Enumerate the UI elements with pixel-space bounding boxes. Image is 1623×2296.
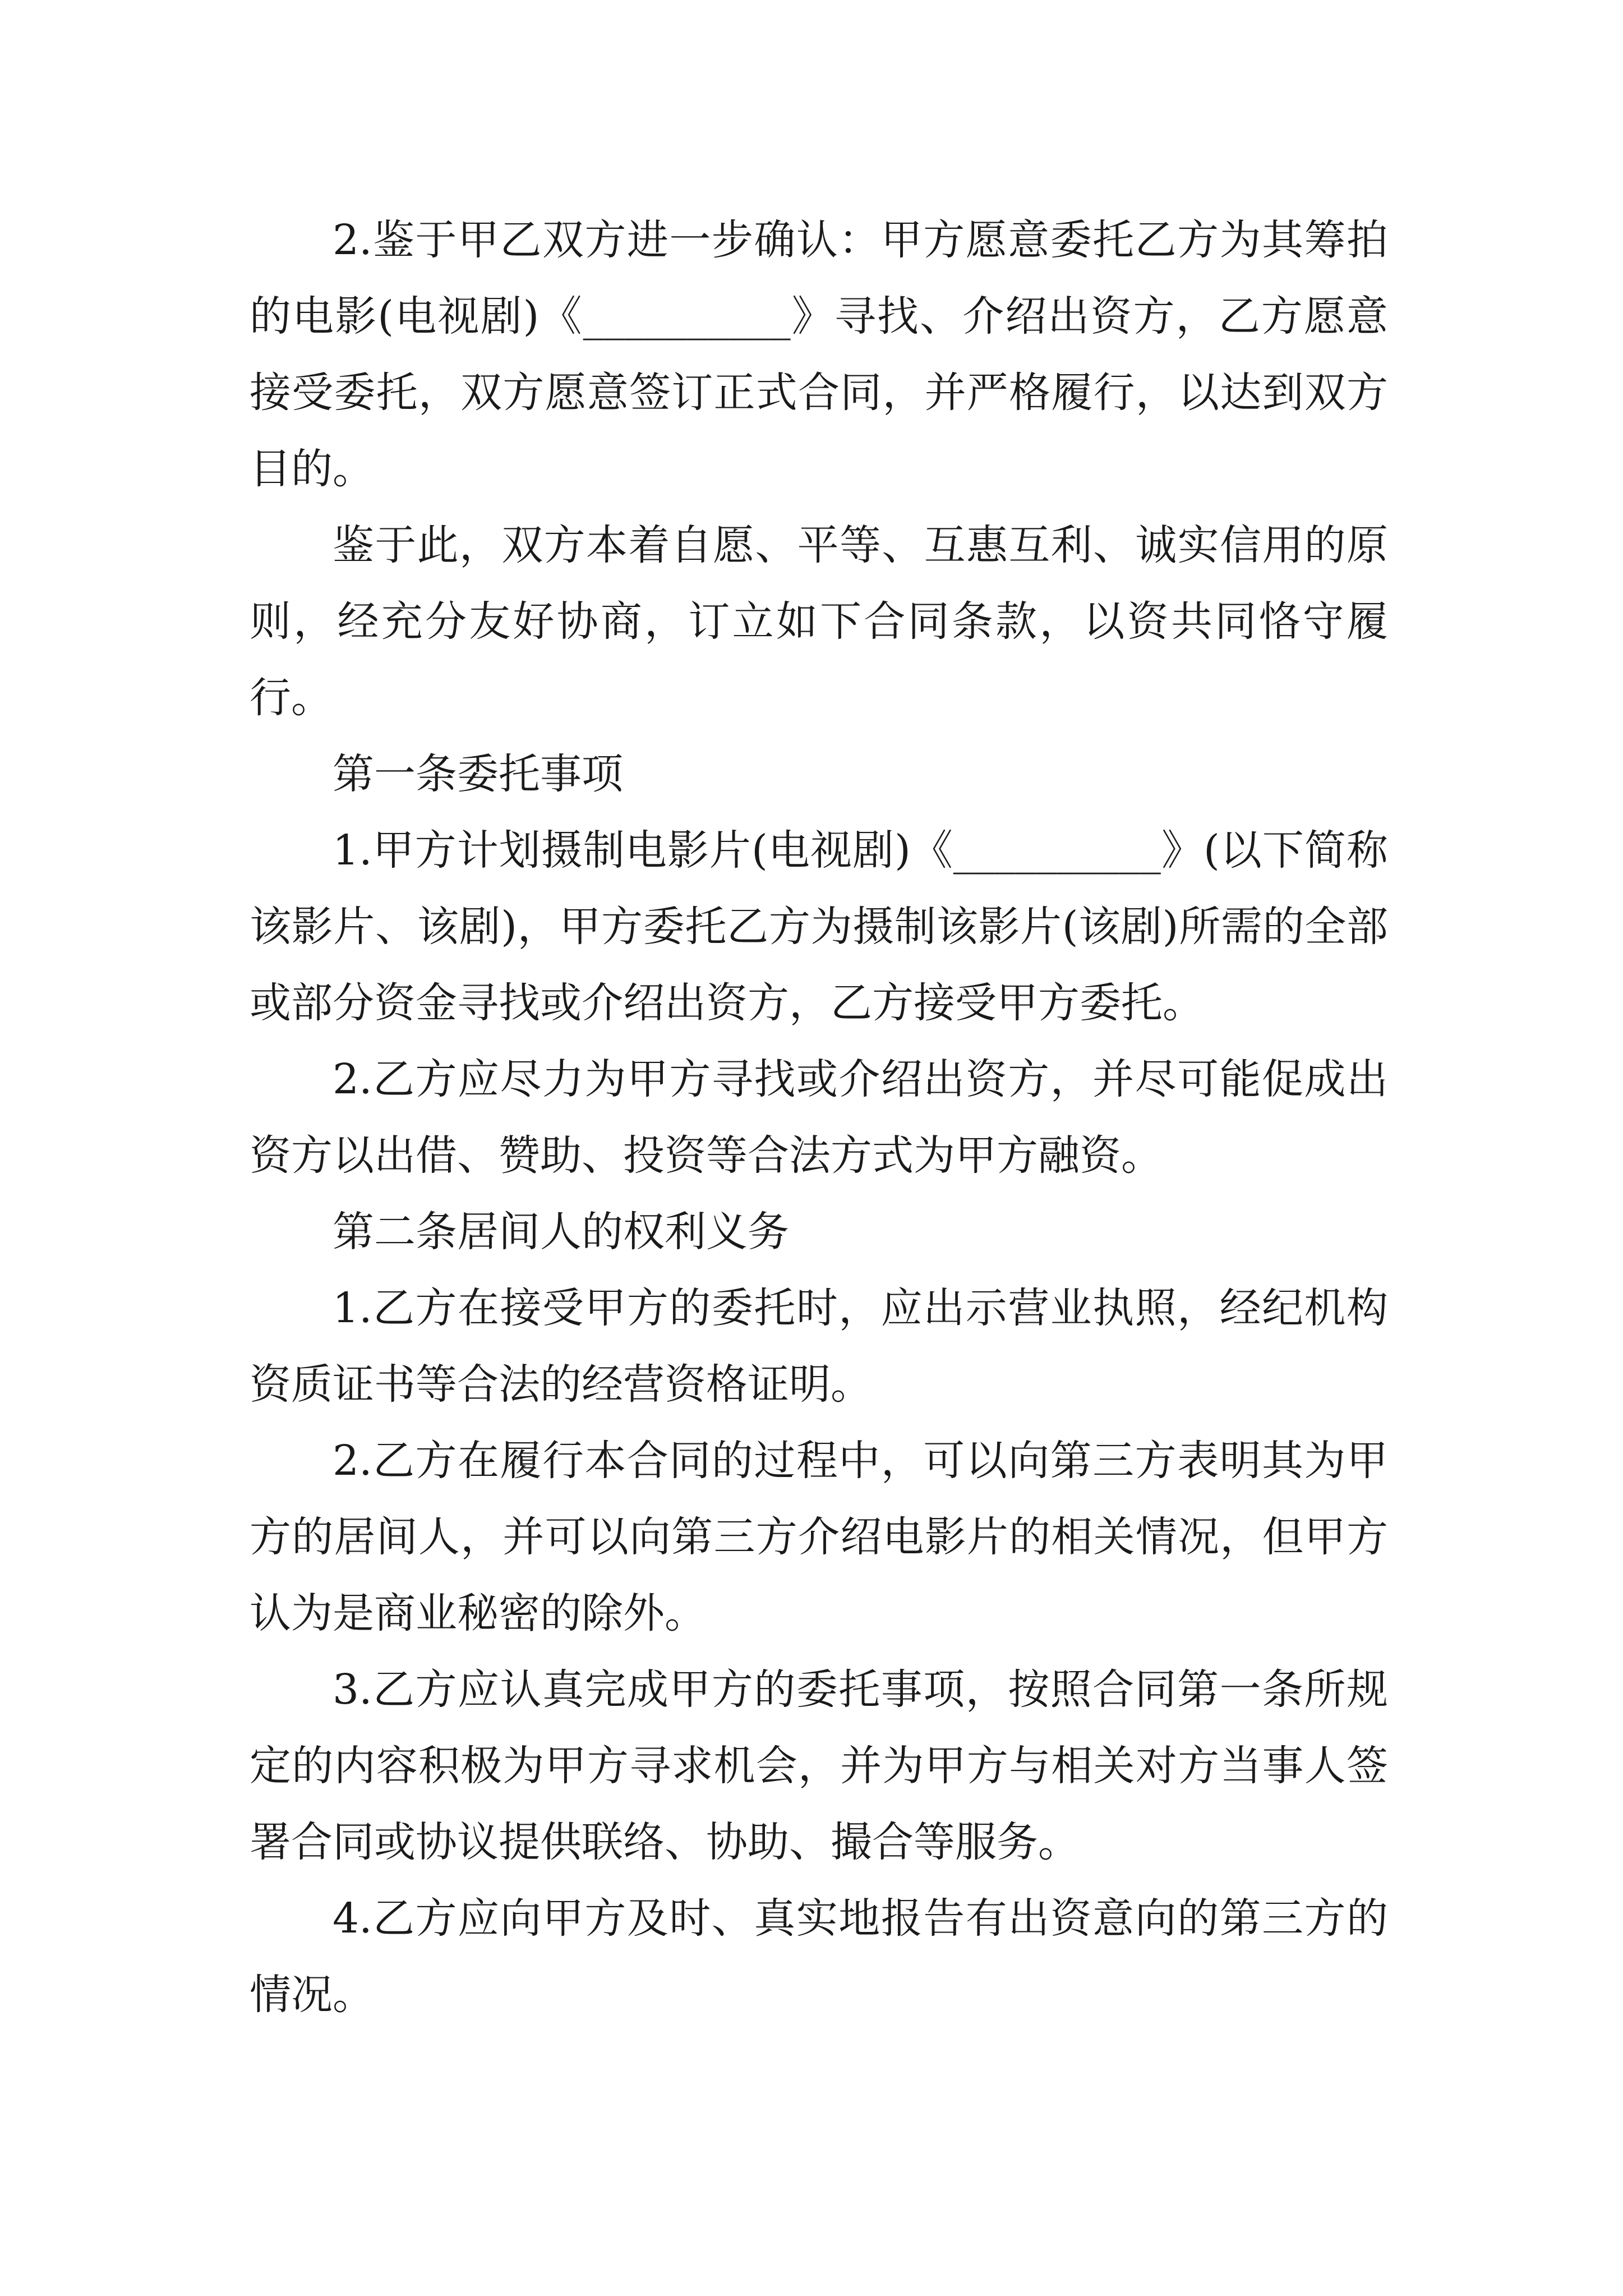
paragraph-confirmation: 2.鉴于甲乙双方进一步确认：甲方愿意委托乙方为其筹拍的电影(电视剧)《__________》寻找、介绍出资方，乙方愿意接受委托，双方愿意签订正式合同，并严格履行，以达到双方目的。 bbox=[250, 216, 1388, 493]
paragraph-article-2-item-2: 2.乙方在履行本合同的过程中，可以向第三方表明其为甲方的居间人，并可以向第三方介绍电影片的相关情况，但甲方认为是商业秘密的除外。 bbox=[250, 1437, 1388, 1637]
document-body bbox=[250, 202, 1388, 2033]
paragraph-principles: 鉴于此，双方本着自愿、平等、互惠互利、诚实信用的原则，经充分友好协商，订立如下合同条款，以资共同恪守履行。 bbox=[250, 521, 1388, 722]
paragraph-article-2-item-3: 3.乙方应认真完成甲方的委托事项，按照合同第一条所规定的内容积极为甲方寻求机会，并为甲方与相关对方当事人签署合同或协议提供联络、协助、撮合等服务。 bbox=[250, 1665, 1388, 1866]
heading-article-2: 第二条居间人的权利义务 bbox=[333, 1208, 789, 1256]
heading-article-1: 第一条委托事项 bbox=[333, 750, 623, 798]
paragraph-article-1-item-1: 1.甲方计划摄制电影片(电视剧)《__________》(以下简称该影片、该剧)，甲方委托乙方为摄制该影片(该剧)所需的全部或部分资金寻找或介绍出资方，乙方接受甲方委托。 bbox=[250, 826, 1388, 1027]
paragraph-article-1-item-2: 2.乙方应尽力为甲方寻找或介绍出资方，并尽可能促成出资方以出借、赞助、投资等合法方式为甲方融资。 bbox=[250, 1055, 1388, 1180]
paragraph-article-2-item-1: 1.乙方在接受甲方的委托时，应出示营业执照，经纪机构资质证书等合法的经营资格证明。 bbox=[250, 1284, 1388, 1409]
paragraph-article-2-item-4: 4.乙方应向甲方及时、真实地报告有出资意向的第三方的情况。 bbox=[250, 1894, 1388, 2019]
